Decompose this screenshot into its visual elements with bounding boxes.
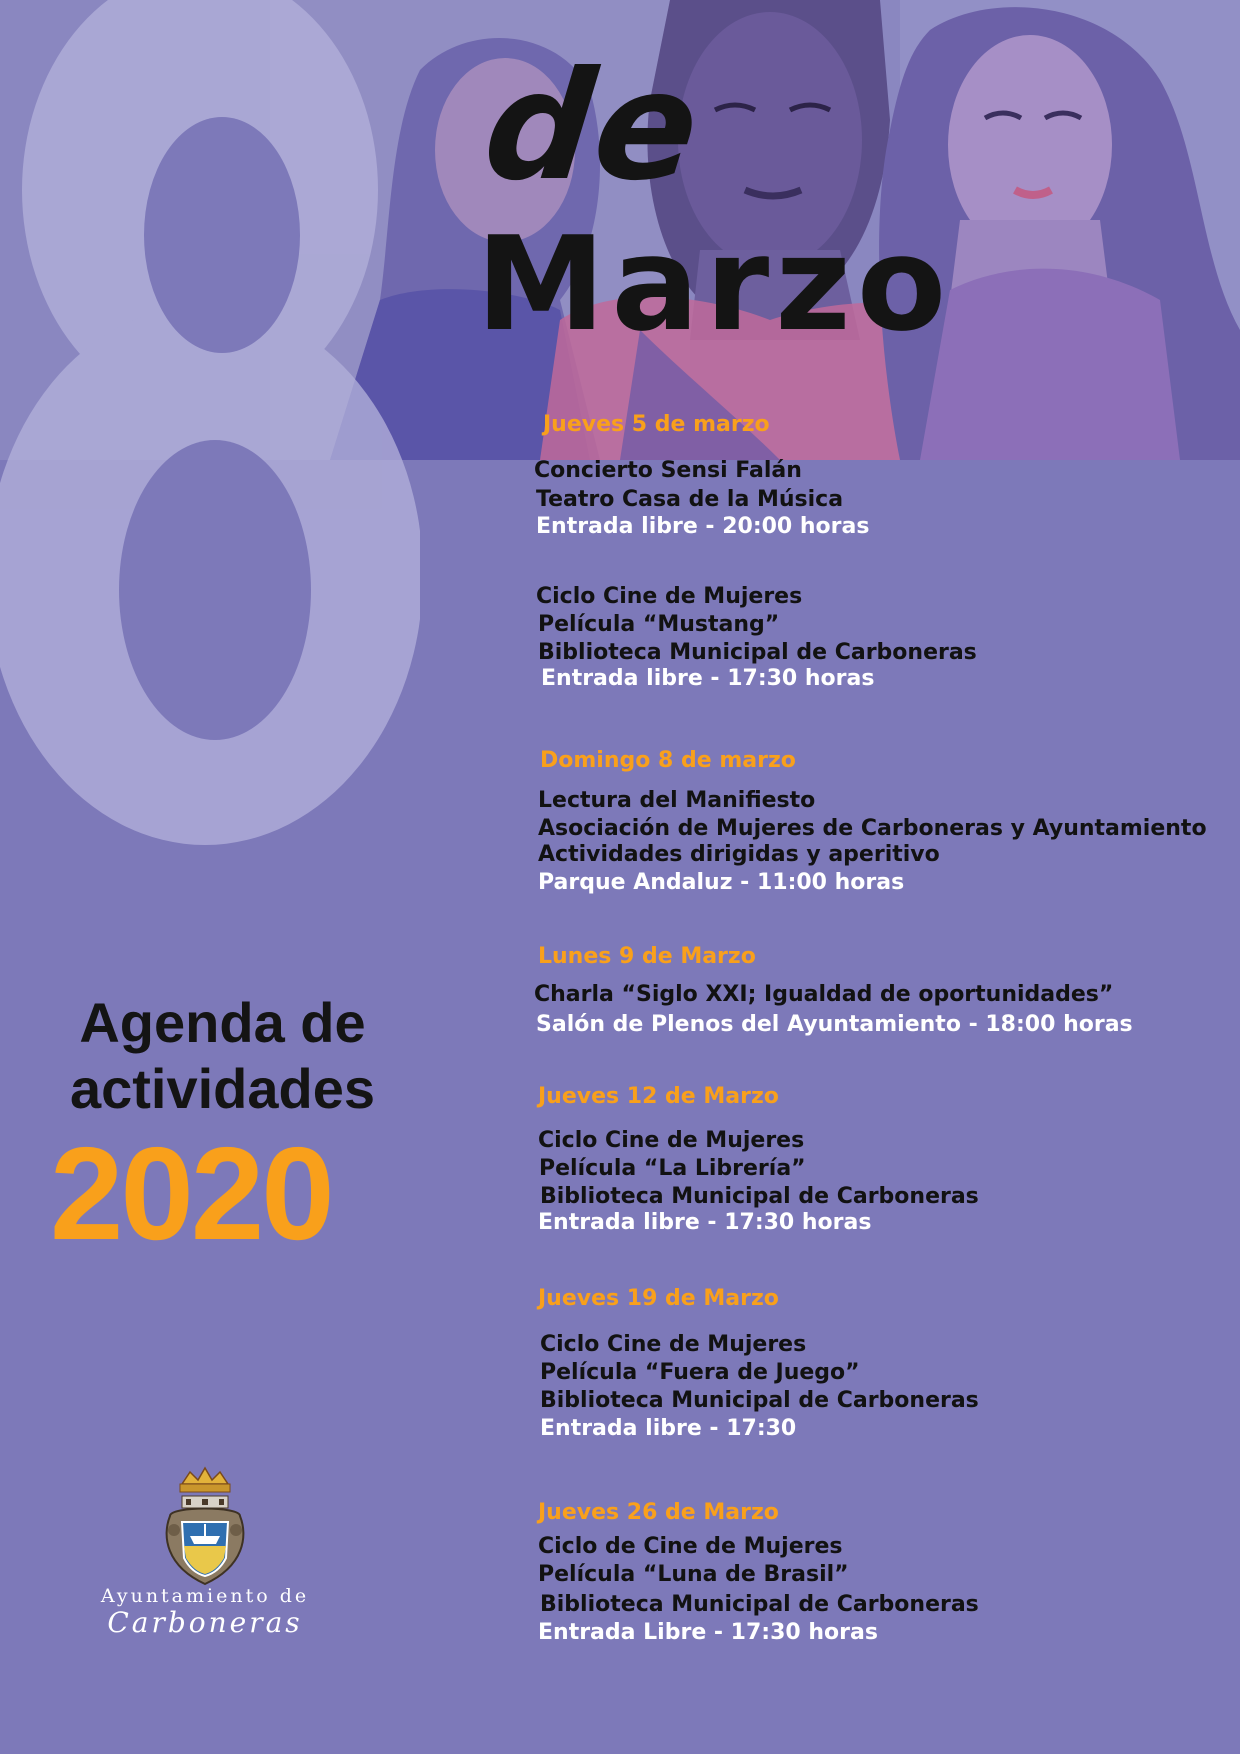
event-line: Lectura del Manifiesto [538, 788, 816, 813]
event-line: Ciclo de Cine de Mujeres [538, 1534, 843, 1559]
event-line: Asociación de Mujeres de Carboneras y Ayuntamiento [538, 816, 1207, 841]
logo-carboneras-text: Carboneras [107, 1606, 303, 1639]
event-date: Lunes 9 de Marzo [538, 944, 756, 969]
event-line: Biblioteca Municipal de Carboneras [540, 1592, 979, 1617]
event-line: Concierto Sensi Falán [534, 458, 802, 483]
event-line: Película “La Librería” [539, 1156, 806, 1181]
event-line: Entrada libre - 17:30 [540, 1416, 797, 1441]
event-line: Actividades dirigidas y aperitivo [538, 842, 940, 867]
event-date: Domingo 8 de marzo [540, 748, 796, 773]
event-date: Jueves 12 de Marzo [538, 1084, 779, 1109]
event-line: Parque Andaluz - 11:00 horas [538, 870, 905, 895]
event-line: Ciclo Cine de Mujeres [538, 1128, 805, 1153]
title-de: de [476, 40, 709, 214]
event-line: Ciclo Cine de Mujeres [540, 1332, 807, 1357]
event-date: Jueves 19 de Marzo [538, 1286, 779, 1311]
event-line: Biblioteca Municipal de Carboneras [538, 640, 977, 665]
event-line: Entrada Libre - 17:30 horas [538, 1620, 878, 1645]
event-line: Charla “Siglo XXI; Igualdad de oportunidades” [534, 982, 1114, 1007]
agenda-year: 2020 [50, 1120, 332, 1267]
agenda-heading-line1: Agenda de [79, 991, 366, 1054]
event-line: Película “Luna de Brasil” [538, 1562, 849, 1587]
event-line: Biblioteca Municipal de Carboneras [540, 1184, 979, 1209]
event-line: Película “Fuera de Juego” [540, 1360, 860, 1385]
event-line: Biblioteca Municipal de Carboneras [540, 1388, 979, 1413]
event-date: Jueves 5 de marzo [543, 412, 770, 437]
logo-ayuntamiento-text: Ayuntamiento de [100, 1585, 310, 1607]
event-line: Teatro Casa de la Música [536, 487, 844, 512]
event-line: Entrada libre - 20:00 horas [536, 514, 870, 539]
event-line: Película “Mustang” [538, 612, 780, 637]
event-line: Entrada libre - 17:30 horas [541, 666, 875, 691]
event-line: Salón de Plenos del Ayuntamiento - 18:00 horas [536, 1012, 1133, 1037]
coat-of-arms-icon [160, 1466, 250, 1596]
agenda-heading [30, 990, 415, 1122]
event-line: Entrada libre - 17:30 horas [538, 1210, 872, 1235]
event-date: Jueves 26 de Marzo [538, 1500, 779, 1525]
agenda-heading-line2: actividades [69, 1057, 376, 1120]
event-line: Ciclo Cine de Mujeres [536, 584, 803, 609]
title-marzo: Marzo [476, 208, 953, 360]
